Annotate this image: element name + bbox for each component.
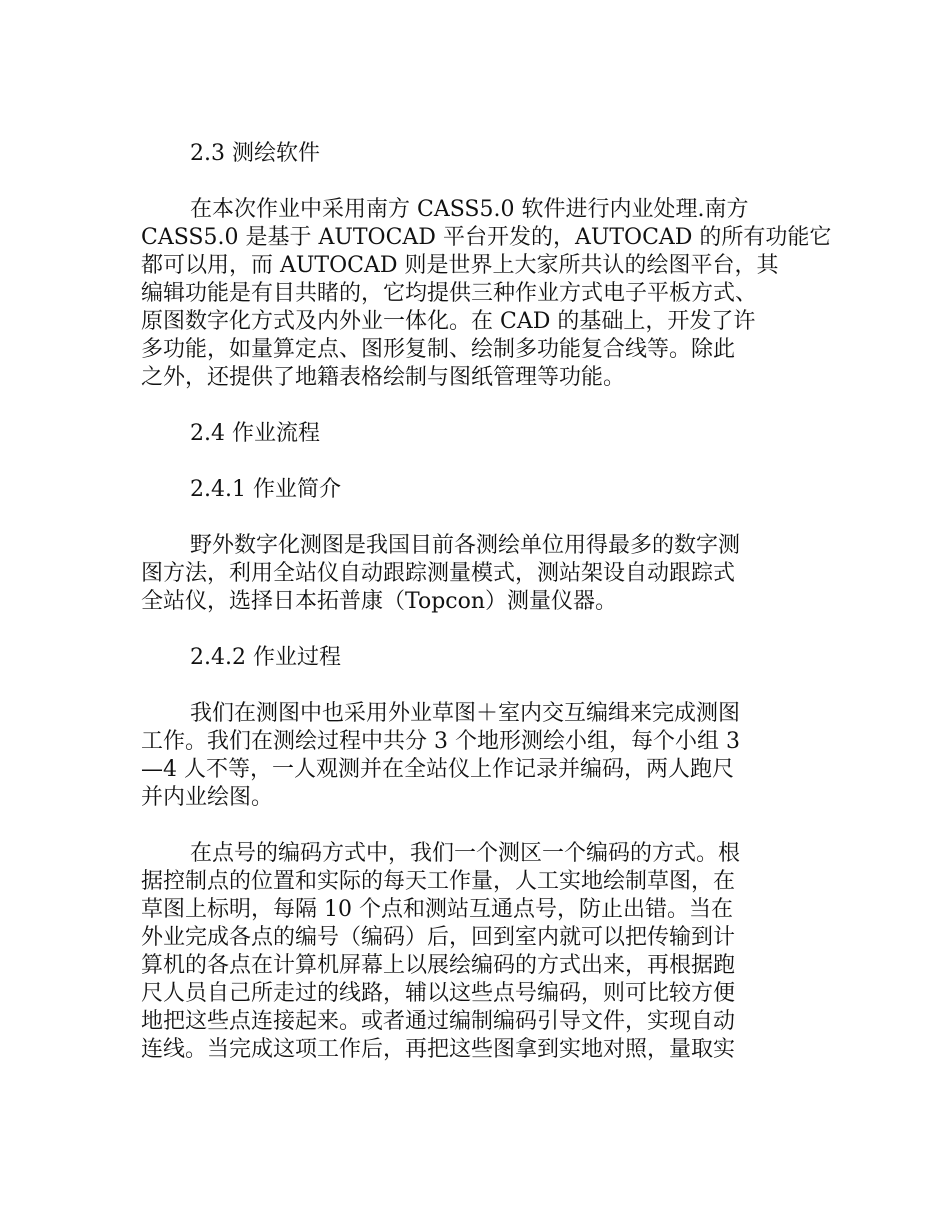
paragraph-line: 野外数字化测图是我国目前各测绘单位用得最多的数字测 xyxy=(190,533,741,558)
paragraph-line: 工作。我们在测绘过程中共分 3 个地形测绘小组，每个小组 3 xyxy=(141,729,740,754)
paragraph-field-mapping-intro xyxy=(141,532,811,616)
heading-text: 2.4.1 作业简介 xyxy=(190,477,341,502)
paragraph-line: CASS5.0 是基于 AUTOCAD 平台开发的，AUTOCAD 的所有功能它 xyxy=(141,225,832,250)
paragraph-line: 图方法，利用全站仪自动跟踪测量模式，测站架设自动跟踪式 xyxy=(141,561,736,586)
paragraph-line: 原图数字化方式及内外业一体化。在 CAD 的基础上，开发了许 xyxy=(141,309,756,334)
heading-text: 2.3 测绘软件 xyxy=(190,141,320,166)
document-body xyxy=(141,140,832,1092)
paragraph-line: 连线。当完成这项工作后，再把这些图拿到实地对照，量取实 xyxy=(141,1037,736,1062)
paragraph-line: 之外，还提供了地籍表格绘制与图纸管理等功能。 xyxy=(141,365,626,390)
section-heading-2-4-2 xyxy=(141,644,811,672)
paragraph-line: 尺人员自己所走过的线路，辅以这些点号编码，则可比较方便 xyxy=(141,981,736,1006)
paragraph-line: —4 人不等，一人观测并在全站仪上作记录并编码，两人跑尺 xyxy=(141,757,734,782)
paragraph-line: 地把这些点连接起来。或者通过编制编码引导文件，实现自动 xyxy=(141,1009,736,1034)
section-heading-2-3 xyxy=(141,140,811,168)
paragraph-line: 我们在测图中也采用外业草图＋室内交互编缉来完成测图 xyxy=(190,701,741,726)
paragraph-team-organization xyxy=(141,700,811,812)
paragraph-cass-software xyxy=(141,196,832,392)
heading-text: 2.4.2 作业过程 xyxy=(190,645,341,670)
paragraph-line: 据控制点的位置和实际的每天工作量，人工实地绘制草图，在 xyxy=(141,869,736,894)
paragraph-line: 并内业绘图。 xyxy=(141,785,274,810)
paragraph-line: 在点号的编码方式中，我们一个测区一个编码的方式。根 xyxy=(190,841,741,866)
paragraph-line: 编辑功能是有目共睹的，它均提供三种作业方式电子平板方式、 xyxy=(141,281,758,306)
section-heading-2-4-1 xyxy=(141,476,811,504)
paragraph-point-coding xyxy=(141,840,811,1064)
section-heading-2-4 xyxy=(141,420,811,448)
paragraph-line: 全站仪，选择日本拓普康（Topcon）测量仪器。 xyxy=(141,589,618,614)
paragraph-line: 算机的各点在计算机屏幕上以展绘编码的方式出来，再根据跑 xyxy=(141,953,736,978)
paragraph-line: 在本次作业中采用南方 CASS5.0 软件进行内业处理.南方 xyxy=(190,197,749,222)
paragraph-line: 草图上标明，每隔 10 个点和测站互通点号，防止出错。当在 xyxy=(141,897,733,922)
heading-text: 2.4 作业流程 xyxy=(190,421,320,446)
paragraph-line: 外业完成各点的编号（编码）后，回到室内就可以把传输到计 xyxy=(141,925,736,950)
paragraph-line: 多功能，如量算定点、图形复制、绘制多功能复合线等。除此 xyxy=(141,337,736,362)
paragraph-line: 都可以用，而 AUTOCAD 则是世界上大家所共认的绘图平台，其 xyxy=(141,253,779,278)
